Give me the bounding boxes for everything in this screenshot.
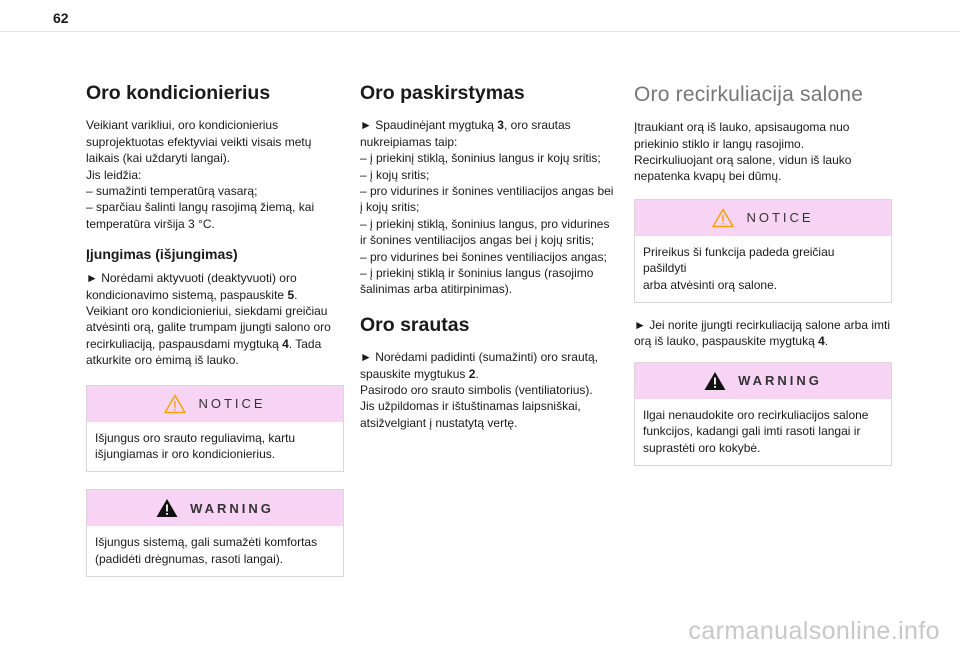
section-title-air-flow: Oro srautas: [360, 313, 470, 336]
warning-header: [635, 363, 891, 399]
notice-triangle-icon: [712, 208, 734, 228]
notice-title: NOTICE: [198, 396, 266, 412]
air-flow-paragraph: ► Norėdami padidinti (sumažinti) oro srautą, spauskite mygtukus 2. Pasirodo oro srauto simbolis (ventiliatorius). Jis užpildomas ir ištuštinamas laipsniškai, atsižvelgiant į nustatytą vertę.: [360, 350, 598, 430]
recirculation-instruction: ► Jei norite įjungti recirkuliaciją salone arba imti orą iš lauko, paspauskite mygtuką 4.: [634, 318, 890, 349]
watermark: carmanualsonline.info: [688, 617, 940, 645]
warning-title: WARNING: [738, 373, 822, 389]
distribution-paragraph: ► Spaudinėjant mygtuką 3, oro srautas nukreipiamas taip: – į priekinį stiklą, šoninius langus ir kojų sritis; – į kojų sritis; – pro vidurines ir šonines ventiliacijos angas bei į kojų sritis; – į priekinį stiklą, šoninius langus, pro vidurines ir šonines ventiliacijos angas bei į kojų sritis; – pro vidurines bei šonines ventiliacijos angas; – į priekinį stiklą ir šoninius langus (rasojimo šalinimas arba atitirpinimas).: [360, 118, 614, 297]
notice-triangle-icon: [164, 394, 186, 414]
page-number: 62: [53, 10, 69, 26]
notice-header: [635, 200, 891, 236]
on-off-paragraph: ► Norėdami aktyvuoti (deaktyvuoti) oro kondicionavimo sistemą, paspauskite 5. Veikiant oro kondicionieriui, siekdami greičiau atvėsinti orą, galite trumpam įjungti salono oro recirkuliaciją, paspausdami mygtuką 4. Tada atkurkite oro ėmimą iš lauko.: [86, 271, 331, 368]
section-title-recirculation: Oro recirkuliacija salone: [634, 83, 864, 106]
warning-text: Ilgai nenaudokite oro recirkuliacijos salone funkcijos, kadangi gali imti rasoti langai ir suprastėti oro kokybė.: [643, 407, 869, 455]
notice-text: Prireikus ši funkcija padeda greičiau pašildyti arba atvėsinti orą salone.: [643, 244, 835, 292]
warning-triangle-icon: [704, 371, 726, 391]
warning-box: [634, 362, 892, 466]
notice-text: Išjungus oro srauto reguliavimą, kartu išjungiamas ir oro kondicionierius.: [95, 430, 296, 462]
header-divider: [0, 31, 960, 32]
warning-box: [86, 489, 344, 577]
notice-box: [634, 199, 892, 303]
warning-text: Išjungus sistemą, gali sumažėti komfortas (padidėti drėgnumas, rasoti langai).: [95, 535, 318, 566]
column-recirculation: [634, 82, 892, 466]
ac-intro-paragraph: Veikiant varikliui, oro kondicionierius suprojektuotas efektyviai veikti visais metų laikais (kai uždaryti langai). Jis leidžia: – sumažinti temperatūrą vasarą; – sparčiau šalinti langų rasojimą žiemą, kai temperatūra viršija 3 °C.: [86, 118, 315, 231]
warning-title: WARNING: [190, 500, 274, 516]
notice-header: [87, 386, 343, 422]
notice-box: [86, 385, 344, 473]
section-title-air-conditioning: Oro kondicionierius: [86, 82, 271, 104]
section-title-air-distribution: Oro paskirstymas: [360, 82, 525, 104]
recirculation-paragraph: Įtraukiant orą iš lauko, apsisaugoma nuo priekinio stiklo ir langų rasojimo. Recirkuliuojant orą salone, vidun iš lauko nepatenka kvapų bei dūmų.: [634, 120, 852, 184]
warning-triangle-icon: [156, 498, 178, 518]
notice-title: NOTICE: [746, 210, 814, 226]
column-air-distribution: [360, 82, 618, 431]
subsection-title-on-off: Įjungimas (išjungimas): [86, 246, 238, 263]
warning-header: [87, 490, 343, 526]
column-air-conditioning: [86, 82, 344, 577]
